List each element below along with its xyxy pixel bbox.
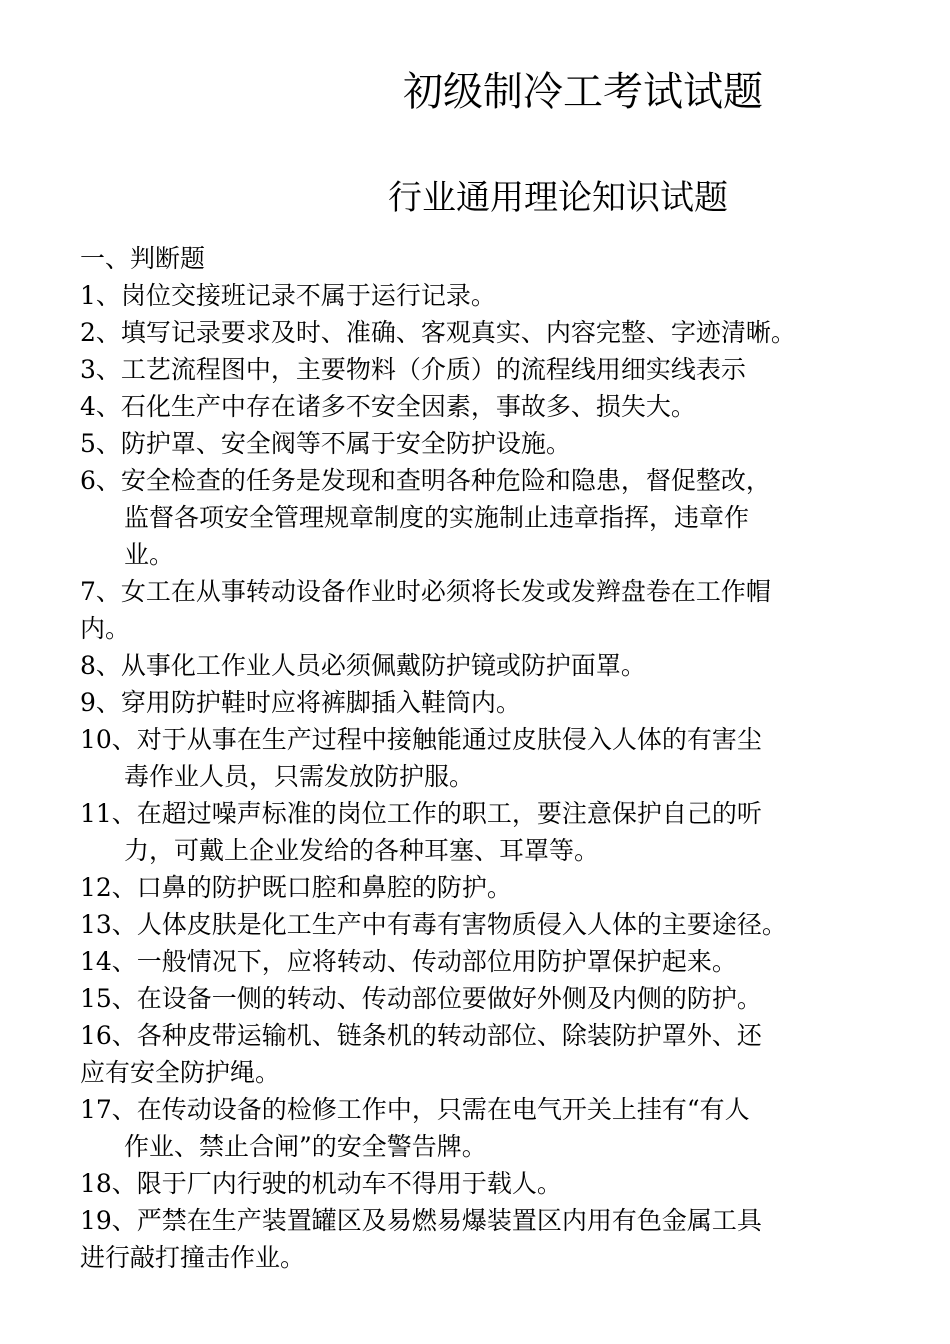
question-text: 2、填写记录要求及时、准确、客观真实、内容完整、字迹清晰。: [80, 318, 796, 347]
question-text-continued: 监督各项安全管理规章制度的实施制止违章指挥，违章作: [124, 503, 750, 532]
question-item: [80, 647, 930, 684]
question-item: [80, 906, 930, 943]
page-subtitle: 行业通用理论知识试题: [388, 178, 728, 218]
question-item: [80, 314, 930, 351]
question-text: 5、防护罩、安全阀等不属于安全防护设施。: [80, 429, 571, 458]
question-item: [80, 980, 930, 1017]
question-text: 15、在设备一侧的转动、传动部位要做好外侧及内侧的防护。: [80, 984, 762, 1013]
question-text: 19、严禁在生产装置罐区及易燃易爆装置区内用有色金属工具: [80, 1206, 762, 1235]
question-text-continued: 内。: [80, 614, 131, 643]
question-text-continued: 应有安全防护绳。: [80, 1058, 281, 1087]
question-item: [80, 1165, 930, 1202]
question-item: [80, 573, 930, 647]
question-item: [80, 795, 930, 869]
question-text: 14、一般情况下，应将转动、传动部位用防护罩保护起来。: [80, 947, 737, 976]
question-text: 16、各种皮带运输机、链条机的转动部位、除装防护罩外、还: [80, 1021, 762, 1050]
question-item: [80, 684, 930, 721]
question-text: 17、在传动设备的检修工作中，只需在电气开关上挂有“有人: [80, 1095, 750, 1124]
question-item: [80, 721, 930, 795]
question-text: 8、从事化工作业人员必须佩戴防护镜或防护面罩。: [80, 651, 646, 680]
question-item: [80, 1017, 930, 1091]
section-heading: 一、判断题: [80, 244, 206, 273]
question-item: [80, 1091, 930, 1165]
question-item: [80, 388, 930, 425]
question-item: [80, 943, 930, 980]
question-text: 4、石化生产中存在诸多不安全因素，事故多、损失大。: [80, 392, 696, 421]
question-text: 10、对于从事在生产过程中接触能通过皮肤侵入人体的有害尘: [80, 725, 762, 754]
question-text-continued: 作业、禁止合闸”的安全警告牌。: [124, 1132, 487, 1161]
question-item: [80, 425, 930, 462]
question-text: 3、工艺流程图中，主要物料（介质）的流程线用细实线表示: [80, 355, 746, 384]
question-text: 18、限于厂内行驶的机动车不得用于载人。: [80, 1169, 562, 1198]
question-text: 11、在超过噪声标准的岗位工作的职工，要注意保护自己的听: [80, 799, 762, 828]
document-body: [80, 240, 930, 1276]
question-text: 13、人体皮肤是化工生产中有毒有害物质侵入人体的主要途径。: [80, 910, 787, 939]
question-item: [80, 462, 930, 573]
question-text: 1、岗位交接班记录不属于运行记录。: [80, 281, 496, 310]
question-item: [80, 869, 930, 906]
question-item: [80, 277, 930, 314]
question-text-continued: 业。: [124, 540, 175, 569]
question-text-continued: 力，可戴上企业发给的各种耳塞、耳罩等。: [124, 836, 600, 865]
question-text: 7、女工在从事转动设备作业时必须将长发或发辫盘卷在工作帽: [80, 577, 771, 606]
question-item: [80, 351, 930, 388]
question-text-continued: 进行敲打撞击作业。: [80, 1243, 306, 1272]
page-title: 初级制冷工考试试题: [403, 69, 763, 115]
question-text: 6、安全检查的任务是发现和查明各种危险和隐患，督促整改，: [80, 466, 771, 495]
question-item: [80, 1202, 930, 1276]
question-text-continued: 毒作业人员，只需发放防护服。: [124, 762, 475, 791]
question-text: 12、口鼻的防护既口腔和鼻腔的防护。: [80, 873, 512, 902]
question-text: 9、穿用防护鞋时应将裤脚插入鞋筒内。: [80, 688, 521, 717]
question-list: [80, 277, 930, 1276]
